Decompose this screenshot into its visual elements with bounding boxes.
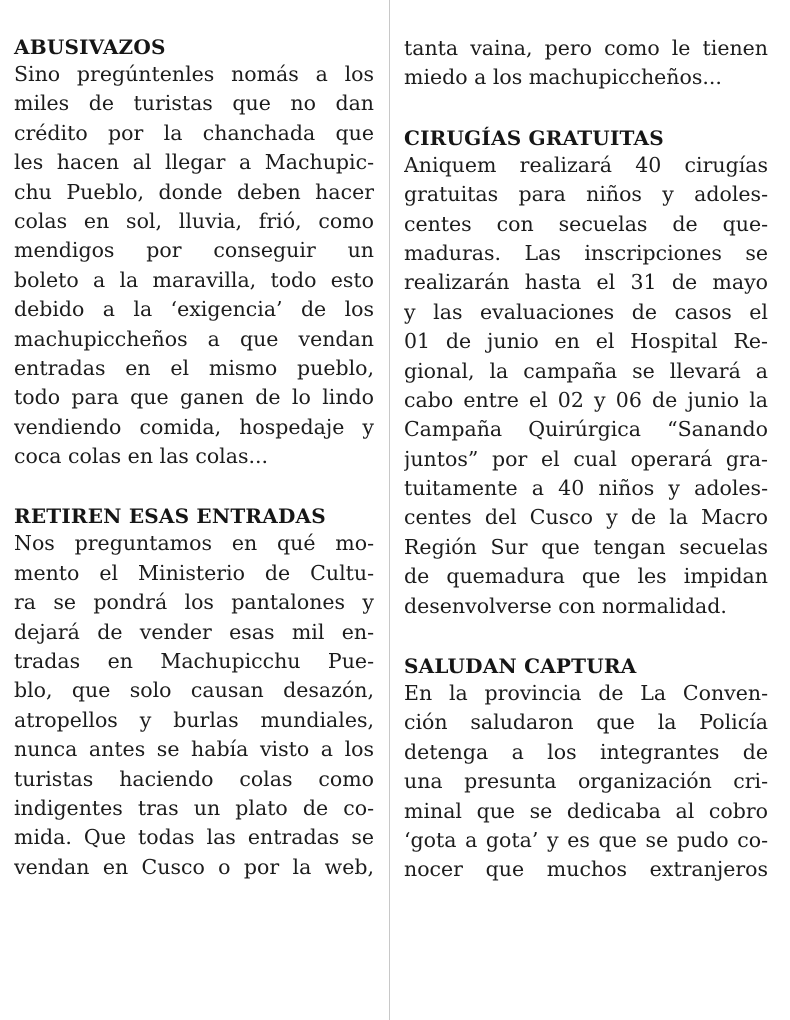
text-line: centes con secuelas de que-	[404, 211, 768, 236]
text-line: 01 de junio en el Hospital Re-	[404, 329, 768, 354]
column-divider	[389, 0, 390, 1020]
text-line: ra se pondrá los pantalones y	[14, 590, 374, 615]
headline: SALUDAN CAPTURA	[404, 654, 637, 679]
text-line: En la provincia de La Conven-	[404, 681, 768, 706]
text-line: y las evaluaciones de casos el	[404, 299, 768, 324]
text-line: tanta vaina, pero como le tienen	[404, 36, 768, 60]
text-line: detenga a los integrantes de	[404, 739, 768, 764]
text-line: tradas en Machupicchu Pue-	[14, 649, 374, 674]
text-line: cabo entre el 02 y 06 de junio la	[404, 387, 768, 412]
text-line: minal que se dedicaba al cobro	[404, 798, 768, 823]
text-line: ‘gota a gota’ y es que se pudo co-	[404, 827, 768, 852]
text-line: vendan en Cusco o por la web,	[14, 854, 374, 879]
article-retiren-esas-entradas	[14, 503, 374, 882]
text-line: miedo a los machupiccheños...	[404, 65, 722, 90]
text-line: Región Sur que tengan secuelas	[404, 534, 768, 559]
text-line: nocer que muchos extranjeros	[404, 857, 768, 882]
section-gap	[404, 621, 768, 653]
text-line: chu Pueblo, donde deben hacer	[14, 179, 374, 204]
text-line: indigentes tras un plato de co-	[14, 795, 374, 820]
article-saludan-captura	[404, 653, 768, 885]
text-line: realizarán hasta el 31 de mayo	[404, 270, 768, 295]
text-line: atropellos y burlas mundiales,	[14, 707, 374, 732]
text-line: turistas haciendo colas como	[14, 766, 374, 791]
article-cirugias-gratuitas	[404, 125, 768, 621]
text-line: les hacen al llegar a Machupic-	[14, 150, 374, 175]
text-line: blo, que solo causan desazón,	[14, 678, 374, 703]
text-line: mento el Ministerio de Cultu-	[14, 560, 374, 585]
headline: CIRUGÍAS GRATUITAS	[404, 125, 664, 150]
text-line: coca colas en las colas...	[14, 444, 269, 469]
text-line: mendigos por conseguir un	[14, 238, 374, 263]
headline: ABUSIVAZOS	[14, 35, 166, 59]
text-line: crédito por la chanchada que	[14, 120, 374, 145]
text-line: todo para que ganen de lo lindo	[14, 385, 374, 410]
text-line: entradas en el mismo pueblo,	[14, 355, 374, 380]
text-line: desenvolverse con normalidad.	[404, 593, 727, 618]
text-line: debido a la ‘exigencia’ de los	[14, 297, 374, 322]
text-line: vendiendo comida, hospedaje y	[14, 414, 374, 439]
left-column	[14, 34, 374, 882]
headline: RETIREN ESAS ENTRADAS	[14, 504, 326, 529]
text-line: maduras. Las inscripciones se	[404, 240, 768, 265]
text-line: boleto a la maravilla, todo esto	[14, 267, 374, 292]
text-line: colas en sol, lluvia, frió, como	[14, 208, 374, 233]
section-gap	[404, 93, 768, 125]
text-line: miles de turistas que no dan	[14, 91, 374, 116]
text-line: machupiccheños a que vendan	[14, 326, 374, 351]
article-continuation	[404, 34, 768, 93]
text-line: Aniquem realizará 40 cirugías	[404, 152, 768, 177]
text-line: Nos preguntamos en qué mo-	[14, 531, 374, 556]
text-line: gratuitas para niños y adoles-	[404, 182, 768, 207]
text-line: una presunta organización cri-	[404, 769, 768, 794]
section-gap	[14, 471, 374, 503]
text-line: mida. Que todas las entradas se	[14, 825, 374, 850]
text-line: nunca antes se había visto a los	[14, 737, 374, 762]
article-abusivazos	[14, 34, 374, 471]
text-line: tuitamente a 40 niños y adoles-	[404, 476, 768, 501]
text-line: centes del Cusco y de la Macro	[404, 505, 768, 530]
text-line: juntos” por el cual operará gra-	[404, 446, 768, 471]
text-line: ción saludaron que la Policía	[404, 710, 768, 735]
right-column	[404, 34, 768, 885]
text-line: gional, la campaña se llevará a	[404, 358, 768, 383]
text-line: dejará de vender esas mil en-	[14, 619, 374, 644]
text-line: de quemadura que les impidan	[404, 564, 768, 589]
text-line: Sino pregúntenles nomás a los	[14, 62, 374, 86]
text-line: Campaña Quirúrgica “Sanando	[404, 417, 768, 442]
